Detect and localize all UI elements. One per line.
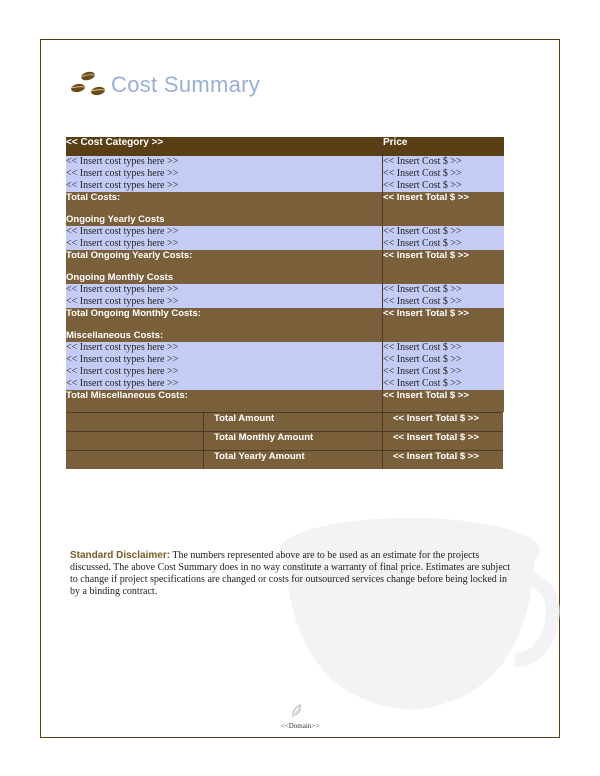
cost-price-item: << Insert Cost $ >> xyxy=(383,296,462,307)
cost-price-item: << Insert Cost $ >> xyxy=(383,354,462,365)
summary-value: << Insert Total $ >> xyxy=(383,413,504,432)
cost-price-item: << Insert Cost $ >> xyxy=(383,156,462,167)
disclaimer-text: The numbers represented above are to be used as an estimate for the projects discussed. The above Cost Summary does in no way constitute a warranty of final price. Estimates are subject to change if project specifications are changed or costs for outsourced services change before being locked in by a binding contract. xyxy=(70,550,510,597)
total-value: << Insert Total $ >> xyxy=(383,390,469,401)
price-header: Price xyxy=(383,137,505,156)
total-value: << Insert Total $ >> xyxy=(383,192,469,203)
cost-type-item: << Insert cost types here >> xyxy=(66,180,179,191)
cost-type-item: << Insert cost types here >> xyxy=(66,238,179,249)
coffee-beans-icon xyxy=(70,70,108,98)
total-label: Total Costs: xyxy=(66,192,121,203)
summary-total-amount xyxy=(66,413,503,432)
summary-row xyxy=(66,412,504,469)
total-label: Total Miscellaneous Costs: xyxy=(66,390,188,401)
disclaimer-label: Standard Disclaimer: xyxy=(70,550,171,561)
summary-label: Total Yearly Amount xyxy=(204,451,383,470)
summary-monthly-amount xyxy=(66,432,503,451)
cost-items-row xyxy=(66,284,504,308)
cost-type-item: << Insert cost types here >> xyxy=(66,284,179,295)
cost-price-item: << Insert Cost $ >> xyxy=(383,366,462,377)
total-value: << Insert Total $ >> xyxy=(383,250,469,261)
summary-value: << Insert Total $ >> xyxy=(383,432,504,451)
cost-price-item: << Insert Cost $ >> xyxy=(383,238,462,249)
page-title: Cost Summary xyxy=(111,72,261,97)
table-header-row xyxy=(66,137,504,156)
cost-price-item: << Insert Cost $ >> xyxy=(383,378,462,389)
cost-type-item: << Insert cost types here >> xyxy=(66,354,179,365)
summary-label: Total Amount xyxy=(204,413,383,432)
total-label: Total Ongoing Yearly Costs: xyxy=(66,250,193,261)
cost-type-item: << Insert cost types here >> xyxy=(66,342,179,353)
total-band-row xyxy=(66,390,504,412)
leaf-icon xyxy=(290,703,304,719)
cost-items-row xyxy=(66,342,504,390)
cost-type-item: << Insert cost types here >> xyxy=(66,366,179,377)
category-header: << Cost Category >> xyxy=(66,137,383,156)
section-heading: Ongoing Monthly Costs xyxy=(66,272,174,283)
cost-items-row xyxy=(66,226,504,250)
summary-label: Total Monthly Amount xyxy=(204,432,383,451)
summary-value: << Insert Total $ >> xyxy=(383,451,504,470)
cost-type-item: << Insert cost types here >> xyxy=(66,296,179,307)
cost-price-item: << Insert Cost $ >> xyxy=(383,180,462,191)
summary-yearly-amount xyxy=(66,451,503,470)
total-label: Total Ongoing Monthly Costs: xyxy=(66,308,201,319)
section-heading: Miscellaneous Costs: xyxy=(66,330,164,341)
footer-domain: <<Domain>> xyxy=(280,722,320,730)
cost-type-item: << Insert cost types here >> xyxy=(66,156,179,167)
total-value: << Insert Total $ >> xyxy=(383,308,469,319)
cost-type-item: << Insert cost types here >> xyxy=(66,168,179,179)
cost-price-item: << Insert Cost $ >> xyxy=(383,226,462,237)
cost-price-item: << Insert Cost $ >> xyxy=(383,168,462,179)
cost-type-item: << Insert cost types here >> xyxy=(66,378,179,389)
disclaimer xyxy=(70,550,510,598)
total-band-row xyxy=(66,308,504,342)
cost-type-item: << Insert cost types here >> xyxy=(66,226,179,237)
coffee-cup-icon xyxy=(260,510,560,740)
cost-items-row xyxy=(66,156,504,192)
cost-price-item: << Insert Cost $ >> xyxy=(383,342,462,353)
cost-table xyxy=(66,137,504,469)
total-band-row xyxy=(66,192,504,226)
total-band-row xyxy=(66,250,504,284)
cost-price-item: << Insert Cost $ >> xyxy=(383,284,462,295)
section-heading: Ongoing Yearly Costs xyxy=(66,214,165,225)
